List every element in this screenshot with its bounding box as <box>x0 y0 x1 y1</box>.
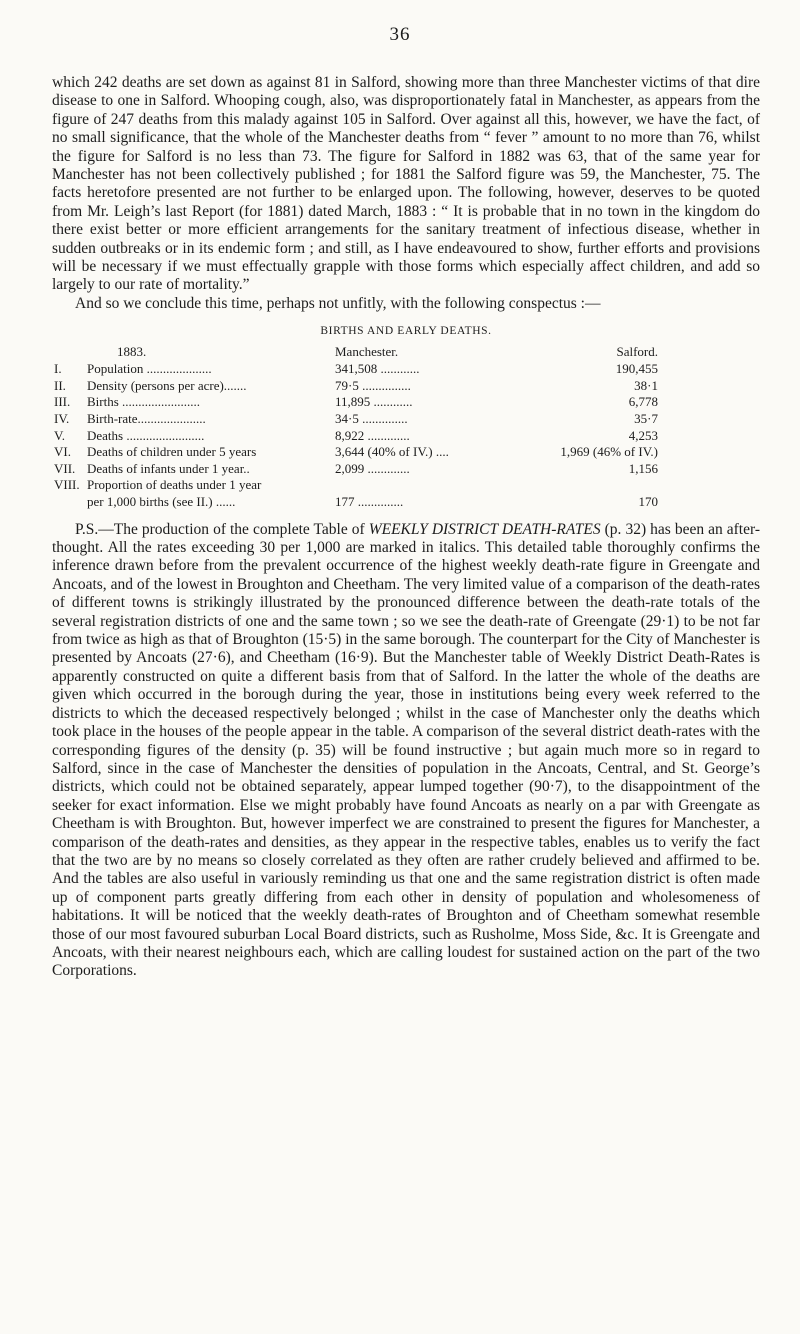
row-label: Density (persons per acre)....... <box>87 377 247 393</box>
table-title: BIRTHS AND EARLY DEATHS. <box>320 325 492 338</box>
salford-value: 1,969 (46% of IV.) <box>560 444 658 460</box>
page-body <box>52 74 760 981</box>
postscript-paragraph <box>52 521 760 981</box>
row-number: VIII. <box>54 477 80 493</box>
manchester-header: Manchester. <box>335 344 399 360</box>
row-number: II. <box>54 377 66 393</box>
year-header: 1883. <box>117 344 147 360</box>
salford-value: 38·1 <box>634 377 658 393</box>
table-row <box>54 394 658 411</box>
manchester-value: 3,644 (40% of IV.) .... <box>335 444 449 460</box>
salford-value: 6,778 <box>628 394 658 410</box>
paragraph-2: And so we conclude this time, perhaps not unfitly, with the following conspectus :— <box>75 294 601 312</box>
salford-value: 190,455 <box>615 361 658 377</box>
row-number: VI. <box>54 444 71 460</box>
row-label: per 1,000 births (see II.) ...... <box>87 494 236 510</box>
table-header-row <box>54 343 658 361</box>
table-row <box>54 361 658 378</box>
row-label: Deaths of children under 5 years <box>87 444 257 460</box>
manchester-value: 341,508 ............ <box>335 361 420 377</box>
manchester-value: 177 .............. <box>335 494 404 510</box>
ps-lead: P.S.—The production of the complete Table of <box>75 520 369 538</box>
salford-value: 35·7 <box>634 411 658 427</box>
table-row <box>54 444 658 461</box>
manchester-value <box>335 477 528 494</box>
row-number: I. <box>54 361 62 377</box>
row-number: V. <box>54 427 65 443</box>
row-label: Population .................... <box>87 361 212 377</box>
row-number <box>54 494 87 511</box>
salford-value: 1,156 <box>628 460 658 476</box>
manchester-value: 2,099 ............. <box>335 460 410 476</box>
table-row <box>54 461 658 478</box>
row-number: III. <box>54 394 71 410</box>
row-number: VII. <box>54 460 76 476</box>
table-row <box>54 477 658 494</box>
births-deaths-table <box>52 343 760 510</box>
salford-value: 4,253 <box>628 427 658 443</box>
page-number: 36 <box>389 24 411 45</box>
manchester-value: 34·5 .............. <box>335 411 408 427</box>
row-label: Deaths of infants under 1 year.. <box>87 460 250 476</box>
ps-text: (p. 32) has been an after-thought. All the rates exceeding 30 per 1,000 are marked in italics. This detailed table thoroughly confirms the inference drawn before from the prevalent occurrence of the highest weekly death-rate figure in Greengate and Ancoats, and of the lowest in Broughton and Cheetham. The very limited value of a comparison of the death-rates of different towns is strikingly illustrated by the pronounced difference between the death-rate totals of the several registration districts of one and the same town ; so we see the death-rate of Greengate (29·1) to be not far from twice as high as that of Broughton (15·5) in the same borough. The counterpart for the City of Manchester is presented by Ancoats (27·6), and Cheetham (16·9). But the Manchester table of Weekly District Death-Rates is apparently constructed on quite a different basis from that of Salford. In the latter the whole of the deaths are given which occurred in the borough during the year, those in institutions being every week referred to the districts to which the deceased respectively belonged ; whilst in the case of Manchester only the deaths which took place in the houses of the people appear in the table. A comparison of the several district death-rates with the corresponding figures of the density (p. 35) will be found instructive ; but again much more so in regard to Salford, since in the case of Manchester the densities of population in the Ancoats, Central, and St. George’s districts, which could not be obtained separately, appear lumped together (90·7), to the disappointment of the seeker for exact information. Else we might probably have found Ancoats as nearly on a par with Greengate as Cheetham is with Broughton. But, however imperfect we are constrained to present the figures for Manchester, a comparison of the death-rates and densities, as they appear in the respective tables, enables us to verify the fact that the two are by no means so closely correlated as they often are rather crudely believed and affirmed to be. And the tables are also useful in variously reminding us that one and the same registration district is often made up of component parts greatly differing from each other in density of population and wholesomeness of habitations. It will be noticed that the weekly death-rates of Broughton and of Cheetham somewhat resemble those of our most favoured suburban Local Board districts, such as Rusholme, Moss Side, &c. It is Greengate and Ancoats, with their nearest neighbours each, which are calling loudest for sustained action on the part of the two Corporations. <box>52 520 761 980</box>
table-row <box>54 411 658 428</box>
row-label: Birth-rate..................... <box>87 411 206 427</box>
row-label: Deaths ........................ <box>87 427 205 443</box>
salford-value <box>528 477 658 494</box>
ps-italic-title: WEEKLY DISTRICT DEATH-RATES <box>368 520 601 538</box>
manchester-value: 79·5 ............... <box>335 377 411 393</box>
manchester-value: 8,922 ............. <box>335 427 410 443</box>
row-number: IV. <box>54 411 70 427</box>
paragraph-1: which 242 deaths are set down as against 81 in Salford, showing more than three Manchester victims of that dire disease to one in Salford. Whooping cough, also, was disproportionately fatal in Manchester, as appears from the figure of 247 deaths from this malady against 105 in Salford. Over against all this, however, we have the fact, of no small significance, that the whole of the Manchester deaths from “ fever ” amount to no more than 76, whilst the figure for Salford is no less than 73. The figure for Salford in 1882 was 63, that of the same year for Manchester has not been collectively published ; for 1881 the Salford figure was 59, the Manchester, 75. The facts heretofore presented are not further to be enlarged upon. The following, however, deserves to be quoted from Mr. Leigh’s last Report (for 1881) dated March, 1883 : “ It is probable that in no town in the kingdom do there exist better or more efficient arrangements for the sanitary treatment of infectious disease, whether in sudden outbreaks or in its endemic form ; and still, as I have endeavoured to show, further efforts and provisions will be necessary if we must effectually grapple with those forms which especially affect children, and add so largely to our rate of mortality.” <box>52 74 760 294</box>
salford-header: Salford. <box>616 344 658 360</box>
row-label: Births ........................ <box>87 394 201 410</box>
table-row <box>54 428 658 445</box>
table-row <box>54 494 658 511</box>
salford-value: 170 <box>638 494 658 510</box>
manchester-value: 11,895 ............ <box>335 394 413 410</box>
row-label: Proportion of deaths under 1 year <box>87 477 262 493</box>
table-row <box>54 378 658 395</box>
